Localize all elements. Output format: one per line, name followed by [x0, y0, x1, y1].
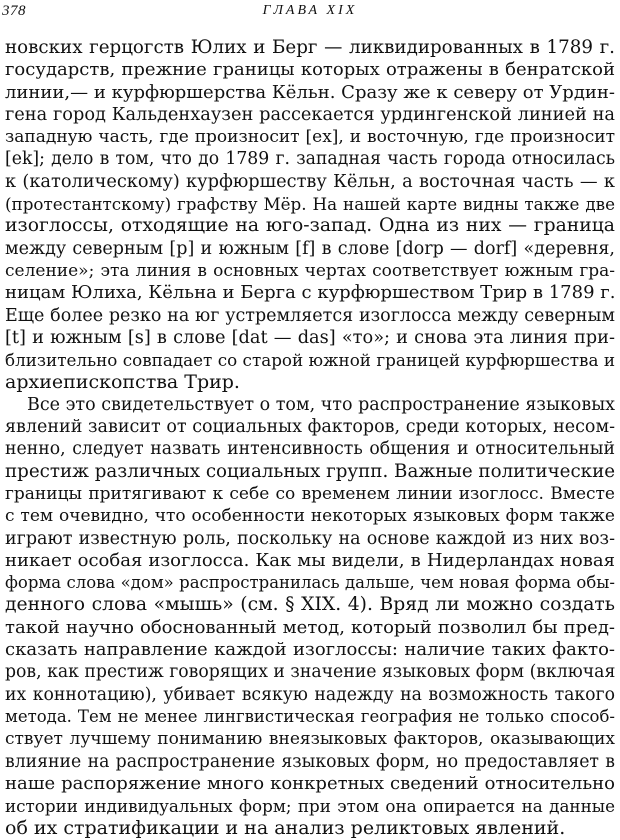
- text-line: играют известную роль, поскольку на основе каждой из них воз-: [5, 528, 615, 549]
- text-line: изоглоссы, отходящие на юго-запад. Одна из них — граница: [5, 215, 615, 237]
- text-line: западную часть, где произносит [ех], и восточную, где произносит: [5, 127, 615, 148]
- page-number: 378: [2, 3, 26, 19]
- text-line: истории индивидуальных форм; при этом она опирается на данные: [5, 796, 615, 817]
- text-line: [ek]; дело в том, что до 1789 г. западная часть города относилась: [5, 149, 615, 170]
- text-line: новских герцогств Юлих и Берг — ликвидированных в 1789 г.: [5, 37, 615, 58]
- text-line: денного слова «мышь» (см. § XIX. 4). Вряд ли можно создать: [5, 594, 615, 616]
- text-line: сказать направление каждой изоглоссы: наличие таких факто-: [5, 639, 615, 661]
- text-line: престиж различных социальных групп. Важные политические: [5, 460, 615, 482]
- text-line: (протестантскому) графству Мёр. На нашей карте видны также две: [5, 194, 615, 215]
- text-line: метода. Тем не менее лингвистическая география не только способ-: [5, 706, 615, 726]
- text-line: границы притягивают к себе со временем линии изоглосс. Вместе: [5, 483, 615, 504]
- text-line: их коннотацию), убивает всякую надежду на возможность такого: [5, 684, 615, 705]
- text-line: селение»; эта линия в основных чертах соответствует южным гра-: [5, 260, 615, 281]
- paragraph-end-line: архиепископства Трир.: [5, 371, 240, 394]
- page-header: [0, 3, 620, 23]
- text-line: с тем очевидно, что особенности некоторых языковых форм также: [5, 506, 615, 527]
- text-line: гена город Кальденхаузен рассекается урдингенской линией на: [5, 104, 615, 125]
- text-line: государств, прежние границы которых отражены в бенратской: [5, 59, 615, 81]
- body-text: [5, 37, 615, 840]
- text-line: Еще более резко на юг устремляется изоглосса между северным: [5, 305, 615, 326]
- text-line: линии,— и курфюршерства Кёльн. Сразу же к северу от Урдин-: [5, 81, 615, 103]
- text-line: ров, как престиж говорящих и значение языковых форм (включая: [5, 662, 615, 683]
- text-line: явлений зависит от социальных факторов, среди которых, несом-: [5, 417, 615, 438]
- text-line: ствует лучшему пониманию внеязыковых факторов, оказывающих: [5, 729, 615, 750]
- text-line: влияние на распространение языковых форм, но предоставляет в: [5, 751, 615, 772]
- text-line: такой научно обоснованный метод, который позволил бы пред-: [5, 616, 615, 638]
- text-line: близительно совпадает со старой южной границей курфюршества и: [5, 350, 615, 371]
- text-line: [t] и южным [s] в слове [dat — das] «то»; и снова эта линия при-: [5, 327, 615, 348]
- text-line: ницам Юлиха, Кёльна и Берга с курфюршеством Трир в 1789 г.: [5, 282, 615, 304]
- paragraph-first-line: Все это свидетельствует о том, что распространение языковых: [27, 394, 615, 415]
- text-line: никает особая изоглосса. Как мы видели, в Нидерландах новая: [5, 549, 615, 571]
- text-line: ненно, следует назвать интенсивность общения и относительный: [5, 439, 615, 460]
- running-head: ГЛАВА XIX: [262, 3, 358, 18]
- text-line: между северным [р] и южным [f] в слове [dorp — dorf] «деревня,: [5, 238, 615, 259]
- text-line: к (католическому) курфюршеству Кёльн, а восточная часть — к: [5, 171, 615, 192]
- paragraph-end-line: об их стратификации и на анализ реликтовых явлений.: [5, 817, 566, 840]
- text-line: форма слова «дом» распространилась дальше, чем новая форма обы-: [5, 573, 615, 593]
- text-line: наше распоряжение много конкретных сведений относительно: [5, 772, 615, 794]
